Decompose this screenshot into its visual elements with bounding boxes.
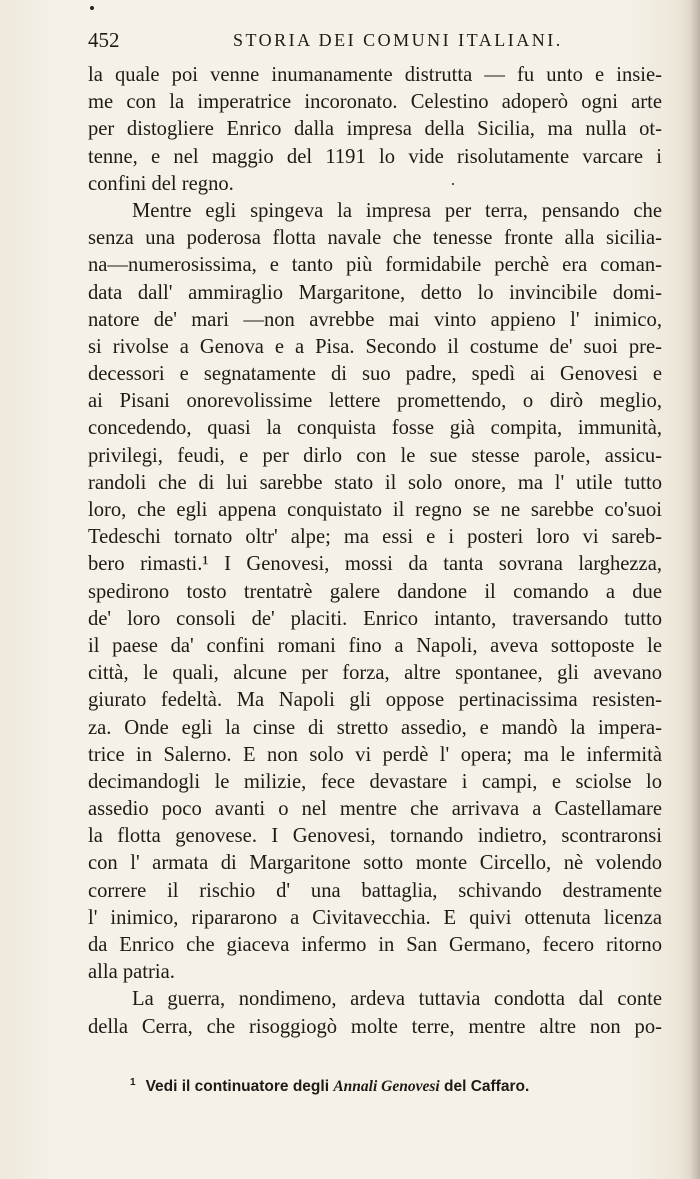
- footnote: [130, 1077, 650, 1096]
- text-line: natore de' mari —non avrebbe mai vinto appieno l' inimico,: [88, 308, 662, 331]
- text-line: città, le quali, alcune per forza, altre spontanee, gli avevano: [88, 662, 662, 685]
- footnote-text-end: del Caffaro.: [444, 1078, 530, 1096]
- text-line: giurato fedeltà. Ma Napoli gli oppose pertinacissima resisten-: [88, 689, 662, 712]
- text-line: ai Pisani onorevolissime lettere promettendo, o dirò meglio,: [88, 390, 662, 413]
- text-line: me con la imperatrice incoronato. Celestino adoperò ogni arte: [88, 91, 662, 114]
- footnote-marker: 1: [130, 1077, 136, 1088]
- text-line: assedio poco avanti o nel mentre che arrivava a Castellamare: [88, 798, 662, 821]
- text-line: de' loro consoli de' placiti. Enrico intanto, traversando tutto: [88, 607, 662, 630]
- text-line: na—numerosissima, e tanto più formidabile perchè era coman-: [88, 254, 662, 277]
- text-line: correre il rischio d' una battaglia, schivando destramente: [88, 879, 662, 902]
- text-line: confini del regno.: [88, 172, 234, 195]
- text-line: privilegi, feudi, e per dirlo con le sue stesse parole, assicu-: [88, 444, 662, 467]
- text-line: si rivolse a Genova e a Pisa. Secondo il costume de' suoi pre-: [88, 335, 662, 358]
- text-line: trice in Salerno. E non solo vi perdè l' opera; ma le infermità: [88, 743, 662, 766]
- text-line: la quale poi venne inumanamente distrutta — fu unto e insie-: [88, 64, 662, 86]
- text-line: tenne, e nel maggio del 1191 lo vide risolutamente varcare i: [88, 145, 662, 168]
- running-title: STORIA DEI COMUNI ITALIANI.: [233, 30, 563, 50]
- text-line: spedirono tosto trentatrè galere dandone il comando a due: [88, 580, 662, 603]
- running-header: [88, 28, 648, 56]
- ink-speck: [90, 6, 94, 10]
- text-line: Mentre egli spingeva la impresa per terra, pensando che: [132, 199, 662, 222]
- text-line: loro, che egli appena conquistato il regno se ne sarebbe co'suoi: [88, 499, 662, 521]
- text-line: da Enrico che giaceva infermo in San Germano, fecero ritorno: [88, 934, 662, 956]
- body-text: [88, 62, 662, 1041]
- text-line: senza una poderosa flotta navale che tenesse fronte alla sicilia-: [88, 227, 662, 250]
- page-number: 452: [88, 28, 120, 52]
- text-line: randoli che di lui sarebbe stato il solo onore, ma l' utile tutto: [88, 471, 662, 494]
- text-line: Tedeschi tornato oltr' alpe; ma essi e i posteri loro vi sareb-: [88, 526, 662, 549]
- text-line: alla patria.: [88, 961, 175, 984]
- text-line: per distogliere Enrico dalla impresa della Sicilia, ma nulla ot-: [88, 118, 662, 141]
- text-line: decimandogli le milizie, fece devastare i campi, e sciolse lo: [88, 770, 662, 793]
- text-line: concedendo, quasi la conquista fosse già compita, immunità,: [88, 417, 662, 440]
- text-line: con l' armata di Margaritone sotto monte Circello, nè volendo: [88, 852, 662, 875]
- text-line: bero rimasti.¹ I Genovesi, mossi da tanta sovrana larghezza,: [88, 553, 662, 576]
- text-line: il paese da' confini romani fino a Napoli, aveva sottoposte le: [88, 634, 662, 657]
- footnote-text: Vedi il continuatore degli: [145, 1078, 330, 1096]
- text-line: decessori e segnatamente di suo padre, spedì ai Genovesi e: [88, 363, 662, 386]
- footnote-work-title: Annali Genovesi: [333, 1078, 440, 1096]
- text-line: l' inimico, ripararono a Civitavecchia. E quivi ottenuta licenza: [88, 906, 662, 929]
- text-line: La guerra, nondimeno, ardeva tuttavia condotta dal conte: [132, 988, 662, 1011]
- text-line: za. Onde egli la cinse di stretto assedio, e mandò la impera-: [88, 716, 662, 739]
- page-edge-shadow: [690, 0, 700, 1179]
- text-line: della Cerra, che risoggiogò molte terre, mentre altre non po-: [88, 1015, 662, 1038]
- text-line: la flotta genovese. I Genovesi, tornando indietro, scontraronsi: [88, 825, 662, 848]
- text-line: data dall' ammiraglio Margaritone, detto lo invincibile domi-: [88, 281, 662, 304]
